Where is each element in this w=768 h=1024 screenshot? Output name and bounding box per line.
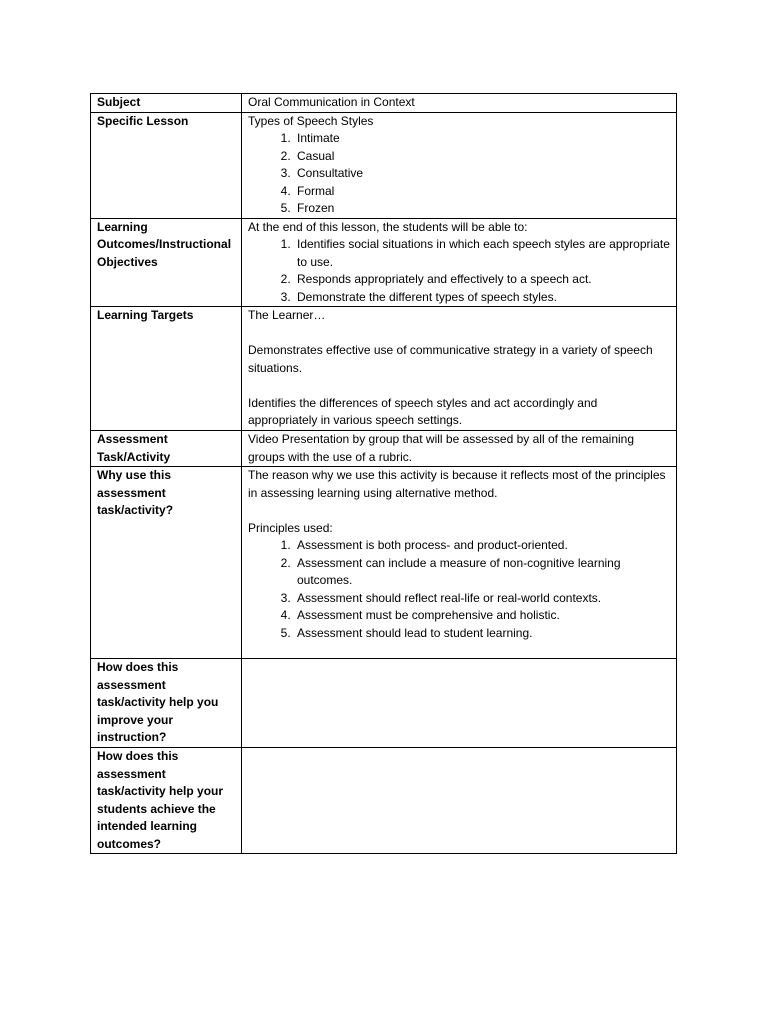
list-item: 4. Formal <box>294 183 670 201</box>
table-row-specific-lesson <box>91 112 677 218</box>
table-row-objectives <box>91 218 677 307</box>
task-value: Video Presentation by group that will be assessed by all of the remaining groups with the use of a rubric. <box>242 431 677 467</box>
subject-value: Oral Communication in Context <box>242 94 677 113</box>
list-item: 1. Intimate <box>294 130 670 148</box>
objectives-intro: At the end of this lesson, the students will be able to: <box>248 219 528 234</box>
list-item: 3. Consultative <box>294 165 670 183</box>
spacer <box>248 502 670 520</box>
list-item: 2. Assessment can include a measure of non-cognitive learning outcomes. <box>294 555 670 590</box>
subject-label: Subject <box>91 94 242 113</box>
table-row-assessment-task <box>91 431 677 467</box>
speech-styles-list <box>248 130 670 218</box>
achieve-value <box>242 748 677 854</box>
list-item: 3. Assessment should reflect real-life or real-world contexts. <box>294 590 670 608</box>
list-item: 4. Assessment must be comprehensive and holistic. <box>294 607 670 625</box>
targets-intro: The Learner… <box>248 308 326 322</box>
specific-lesson-intro: Types of Speech Styles <box>248 113 374 128</box>
table-row-subject <box>91 94 677 113</box>
table-row-targets <box>91 307 677 431</box>
list-item: 2. Responds appropriately and effectively to a speech act. <box>294 271 670 289</box>
table-row-achieve <box>91 748 677 854</box>
list-item: 5. Frozen <box>294 200 670 218</box>
table-row-why <box>91 467 677 659</box>
list-item: 3. Demonstrate the different types of speech styles. <box>294 289 670 307</box>
principles-heading: Principles used: <box>248 520 333 535</box>
objectives-cell <box>242 218 677 307</box>
list-item: 1. Assessment is both process- and product-oriented. <box>294 537 670 555</box>
achieve-label: How does this assessment task/activity help your students achieve the intended learning outcomes? <box>91 748 242 854</box>
specific-lesson-cell <box>242 112 677 218</box>
targets-paragraph-2: Identifies the differences of speech styles and act accordingly and appropriately in various speech settings. <box>248 395 598 427</box>
why-intro: The reason why we use this activity is because it reflects most of the principles in assessing learning using alternative method. <box>248 468 666 500</box>
lesson-plan-table <box>90 93 677 854</box>
targets-cell <box>242 307 677 431</box>
targets-label: Learning Targets <box>91 307 242 431</box>
principles-list <box>248 537 670 642</box>
improve-value <box>242 659 677 748</box>
targets-paragraph-1: Demonstrates effective use of communicative strategy in a variety of speech situations. <box>248 343 653 375</box>
list-item: 1. Identifies social situations in which each speech styles are appropriate to use. <box>294 236 670 271</box>
list-item: 2. Casual <box>294 148 670 166</box>
specific-lesson-label: Specific Lesson <box>91 112 242 218</box>
spacer <box>248 377 670 395</box>
objectives-list <box>248 236 670 306</box>
why-label: Why use this assessment task/activity? <box>91 467 242 659</box>
why-cell <box>242 467 677 659</box>
improve-label: How does this assessment task/activity help you improve your instruction? <box>91 659 242 748</box>
list-item: 5. Assessment should lead to student learning. <box>294 625 670 643</box>
spacer <box>248 325 670 343</box>
task-label: Assessment Task/Activity <box>91 431 242 467</box>
objectives-label: Learning Outcomes/Instructional Objectives <box>91 218 242 307</box>
table-row-improve <box>91 659 677 748</box>
